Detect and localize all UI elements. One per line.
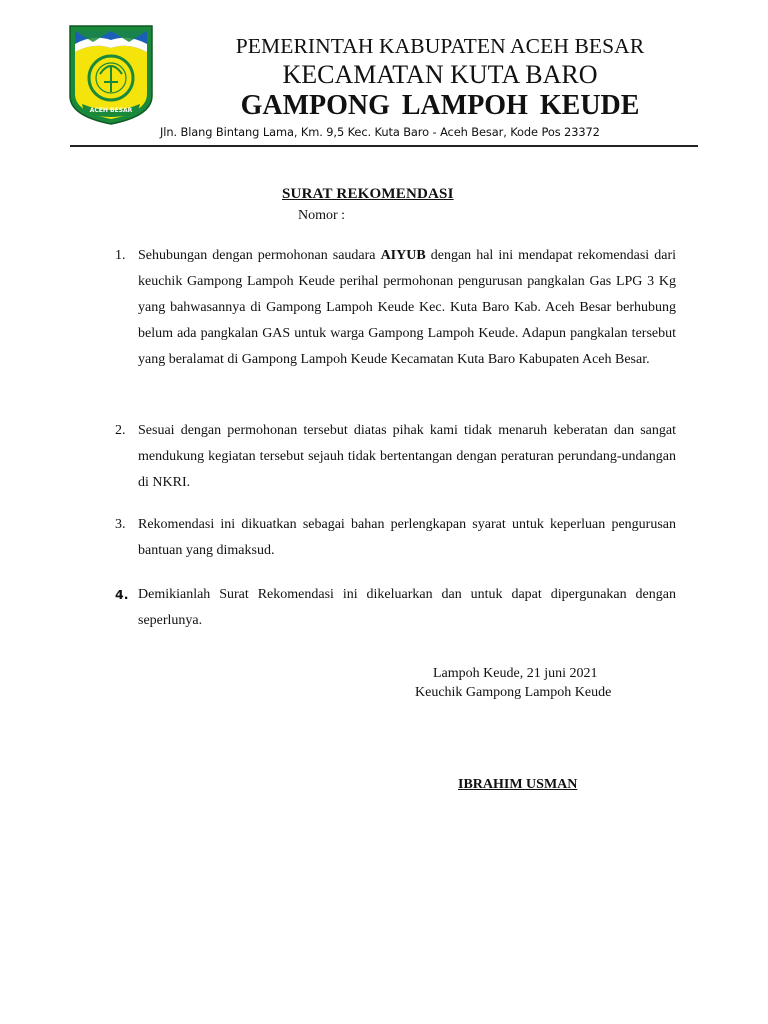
letter-number-label: Nomor :: [298, 208, 346, 223]
letter-paragraph-2: Sesuai dengan permohonan tersebut diatas pihak kami tidak menaruh keberatan dan sangat mendukung kegiatan tersebut sejauh tidak bertentangan dengan peraturan perundang-undangan di NKRI.: [138, 423, 676, 490]
applicant-name: AIYUB: [380, 248, 426, 263]
place-and-date: Lampoh Keude, 21 juni 2021: [433, 666, 598, 681]
header-divider: [70, 145, 698, 147]
header-address: Jln. Blang Bintang Lama, Km. 9,5 Kec. Kuta Baro - Aceh Besar, Kode Pos 23372: [160, 125, 600, 139]
signer-role: Keuchik Gampong Lampoh Keude: [415, 685, 612, 700]
item-number: 1.: [115, 248, 126, 263]
item-number: 3.: [115, 517, 126, 532]
letter-title: SURAT REKOMENDASI: [282, 186, 454, 202]
header-government-line: PEMERINTAH KABUPATEN ACEH BESAR: [235, 34, 645, 58]
aceh-besar-emblem-logo: [66, 22, 156, 126]
signer-name: IBRAHIM USMAN: [458, 777, 578, 792]
letter-paragraph-1: [138, 243, 676, 373]
paragraph-text: Sehubungan dengan permohonan saudara: [138, 248, 381, 263]
item-number: 4.: [115, 587, 129, 602]
item-number: 2.: [115, 423, 126, 438]
letter-paragraph-3: Rekomendasi ini dikuatkan sebagai bahan perlengkapan syarat untuk keperluan pengurusan bantuan yang dimaksud.: [138, 517, 676, 558]
header-village-name: GAMPONG LAMPOH KEUDE: [240, 90, 640, 121]
paragraph-text: dengan hal ini mendapat rekomendasi dari keuchik Gampong Lampoh Keude perihal permohonan pengurusan pangkalan Gas LPG 3 Kg yang bahwasannya di Gampong Lampoh Keude Kec. Kuta Baro Kab. Aceh Besar berhubung belum ada pangkalan GAS untuk warga Gampong Lampoh Keude. Adapun pangkalan tersebut yang beralamat di Gampong Lampoh Keude Kecamatan Kuta Baro Kabupaten Aceh Besar.: [138, 248, 676, 367]
letter-paragraph-4: Demikianlah Surat Rekomendasi ini dikeluarkan dan untuk dapat dipergunakan dengan seperlunya.: [138, 587, 676, 628]
header-district-line: KECAMATAN KUTA BARO: [282, 60, 598, 89]
svg-text:ACEH BESAR: ACEH BESAR: [89, 107, 133, 114]
